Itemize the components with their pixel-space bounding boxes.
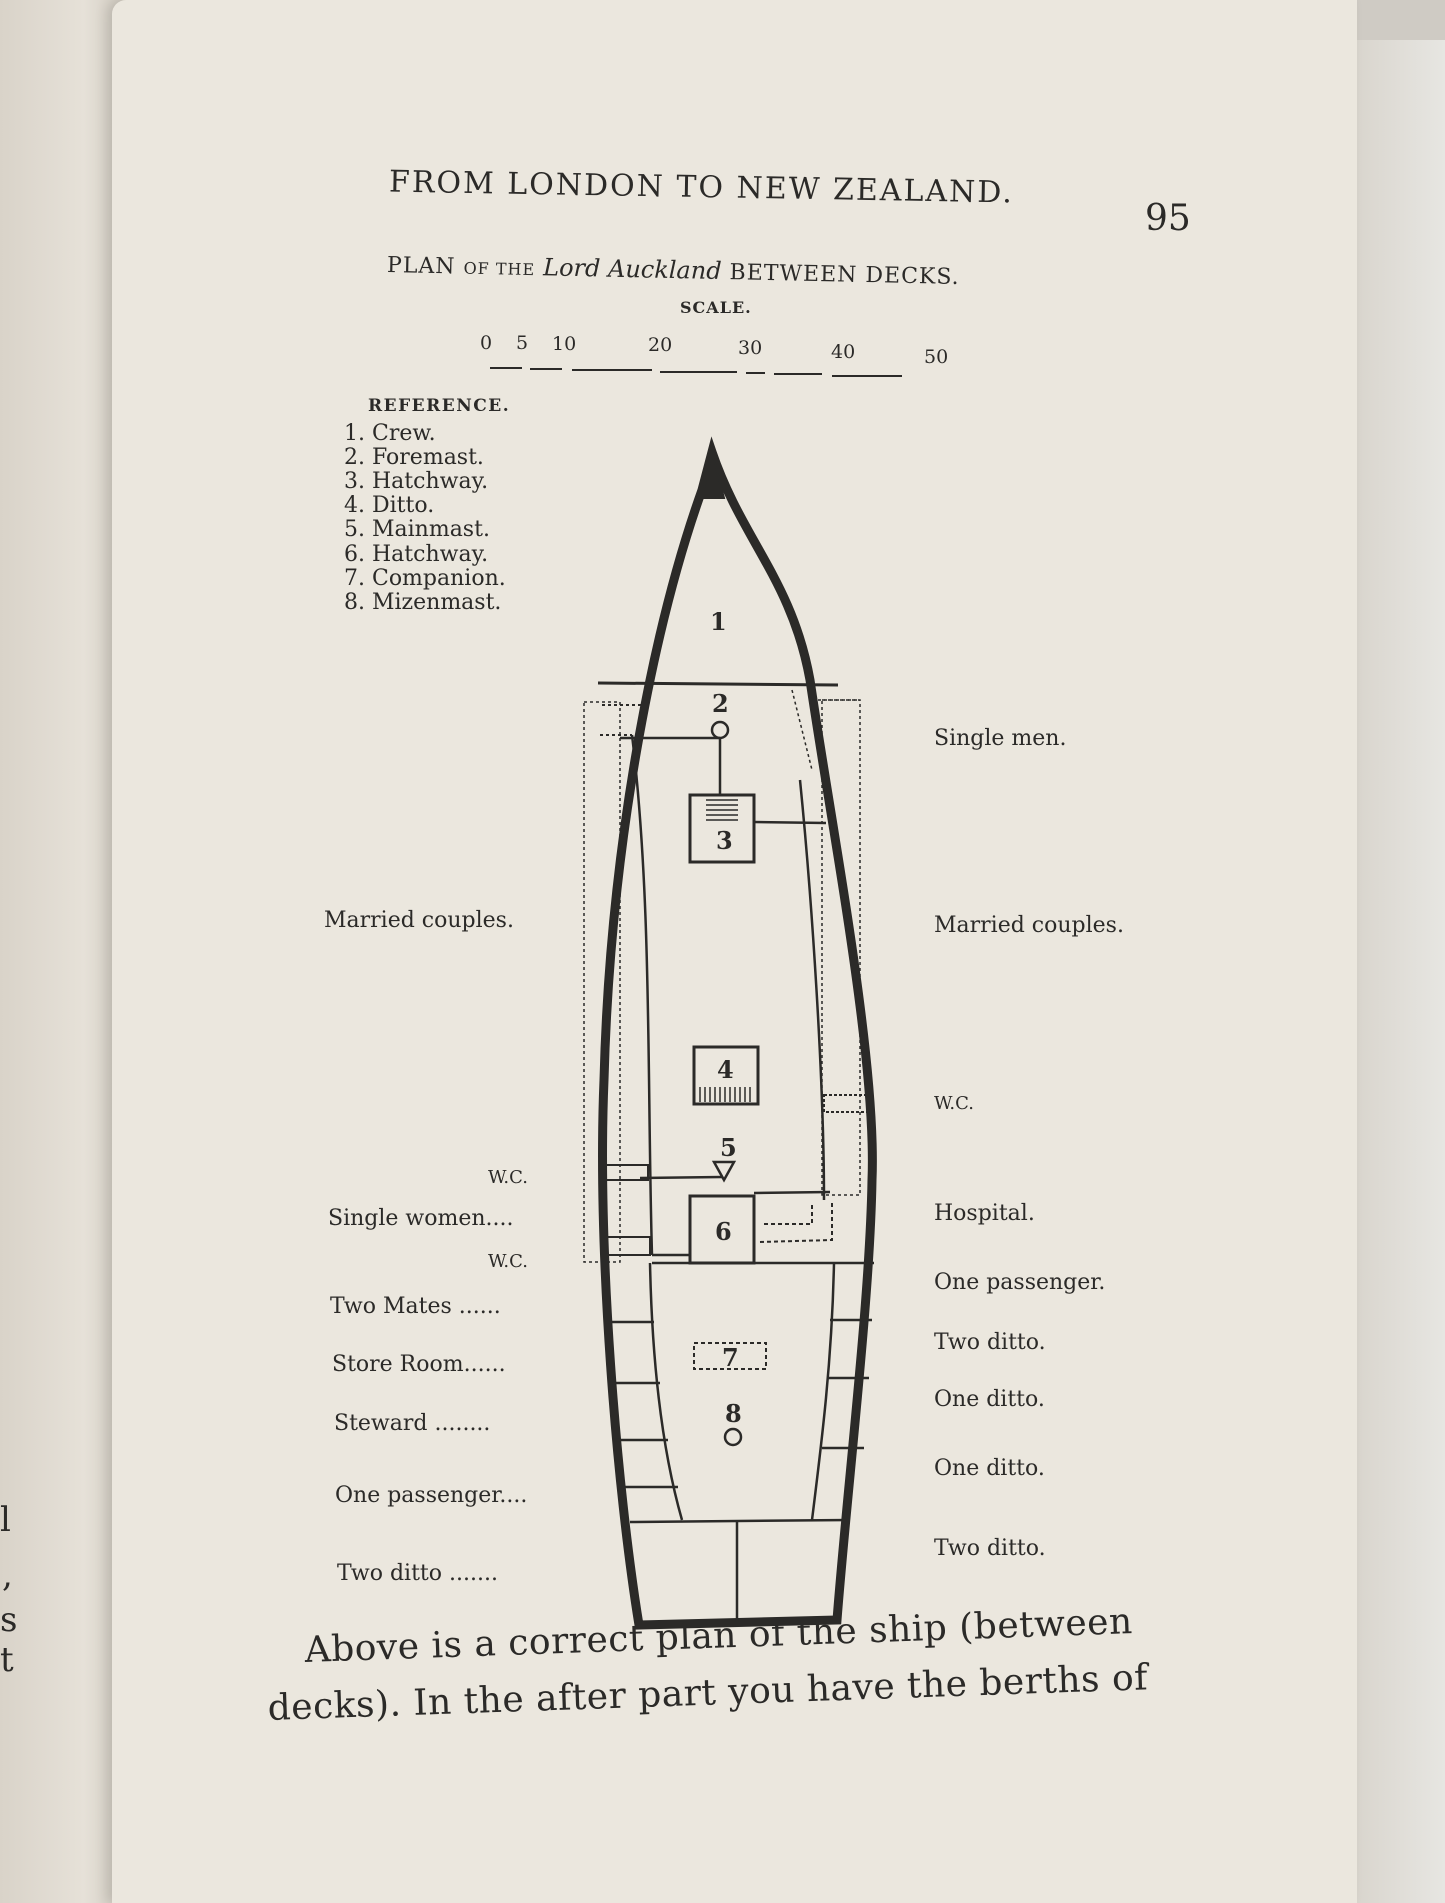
label-married-couples-left: Married couples. (324, 908, 514, 933)
scale-tick: 50 (924, 346, 949, 368)
ship-name: Lord Auckland (542, 253, 722, 286)
diagram-number: 8 (725, 1399, 742, 1428)
diagram-number: 1 (710, 607, 727, 636)
scale-tick: 20 (648, 334, 673, 356)
hatchway-3-link (754, 822, 826, 823)
scale-tick: 30 (738, 337, 763, 359)
plan-title-rest: BETWEEN DECKS. (729, 260, 960, 290)
running-head: FROM LONDON TO NEW ZEALAND. (388, 164, 1015, 211)
crew-bulkhead (598, 683, 838, 685)
body-text-line-2: decks). In the after part you have the berths of (267, 1657, 1149, 1729)
reference-item: 8. Mizenmast. (344, 590, 502, 615)
body-text-line-1: Above is a correct plan of the ship (between (304, 1601, 1134, 1671)
facing-page-fragment: s (0, 1600, 18, 1640)
label-two-ditto-left: Two ditto ....... (337, 1561, 498, 1586)
reference-item: 1. Crew. (344, 421, 436, 446)
scale-tick: 0 (480, 332, 493, 354)
diagram-number: 5 (720, 1133, 737, 1162)
diagram-number: 2 (712, 689, 729, 718)
label-single-men: Single men. (934, 726, 1067, 751)
diagram-number: 6 (715, 1217, 732, 1246)
scale-tick: 10 (552, 333, 577, 355)
reference-item: 7. Companion. (344, 566, 506, 591)
stern-bulkhead (630, 1520, 850, 1522)
hatchway-6-link-top (754, 1192, 830, 1193)
scale-tick: 40 (831, 341, 856, 363)
facing-page-fragment: t (0, 1640, 14, 1680)
diagram-number: 7 (722, 1343, 739, 1372)
mainmast-line (640, 1177, 722, 1178)
facing-page-fragment: , (2, 1555, 13, 1595)
diagram-number: 4 (717, 1055, 734, 1084)
label-one-ditto-right-1: One ditto. (934, 1387, 1045, 1412)
mizenmast-symbol (725, 1429, 741, 1445)
wc-left-lower (604, 1237, 650, 1255)
aft-cabins-left (650, 1263, 682, 1520)
of-the-word: OF THE (463, 258, 536, 280)
page-edge (1350, 40, 1445, 1903)
foremast-symbol (712, 722, 728, 738)
label-two-ditto-right-1: Two ditto. (934, 1330, 1046, 1355)
label-one-passenger-left: One passenger.... (335, 1483, 528, 1508)
reference-item: 4. Ditto. (344, 493, 435, 518)
scale-tick: 5 (516, 332, 529, 354)
label-hospital: Hospital. (934, 1201, 1035, 1226)
facing-page-fragment: l (0, 1500, 11, 1540)
label-one-ditto-right-2: One ditto. (934, 1456, 1045, 1481)
page-number: 95 (1145, 198, 1191, 239)
reference-item: 3. Hatchway. (344, 469, 489, 494)
label-store-room: Store Room...... (332, 1352, 506, 1377)
label-wc-left-upper: W.C. (488, 1167, 528, 1188)
label-one-passenger-right: One passenger. (934, 1270, 1106, 1295)
wc-right (824, 1095, 868, 1112)
label-steward: Steward ........ (334, 1411, 491, 1436)
plan-word: PLAN (386, 253, 456, 280)
reference-item: 2. Foremast. (344, 445, 484, 470)
book-page (112, 0, 1357, 1903)
scale-label: SCALE. (680, 298, 752, 317)
label-single-women: Single women.... (328, 1206, 514, 1231)
diagram-number: 3 (716, 826, 733, 855)
label-wc-right: W.C. (934, 1093, 974, 1114)
label-two-ditto-right-2: Two ditto. (934, 1536, 1046, 1561)
reference-item: 5. Mainmast. (344, 517, 490, 542)
reference-item: 6. Hatchway. (344, 542, 489, 567)
aft-cabins-right (812, 1263, 834, 1520)
reference-title: REFERENCE. (368, 396, 511, 416)
hospital-dotted (760, 1200, 832, 1242)
label-married-couples-right: Married couples. (934, 913, 1124, 938)
label-wc-left-lower: W.C. (488, 1251, 528, 1272)
label-two-mates: Two Mates ...... (330, 1294, 501, 1319)
